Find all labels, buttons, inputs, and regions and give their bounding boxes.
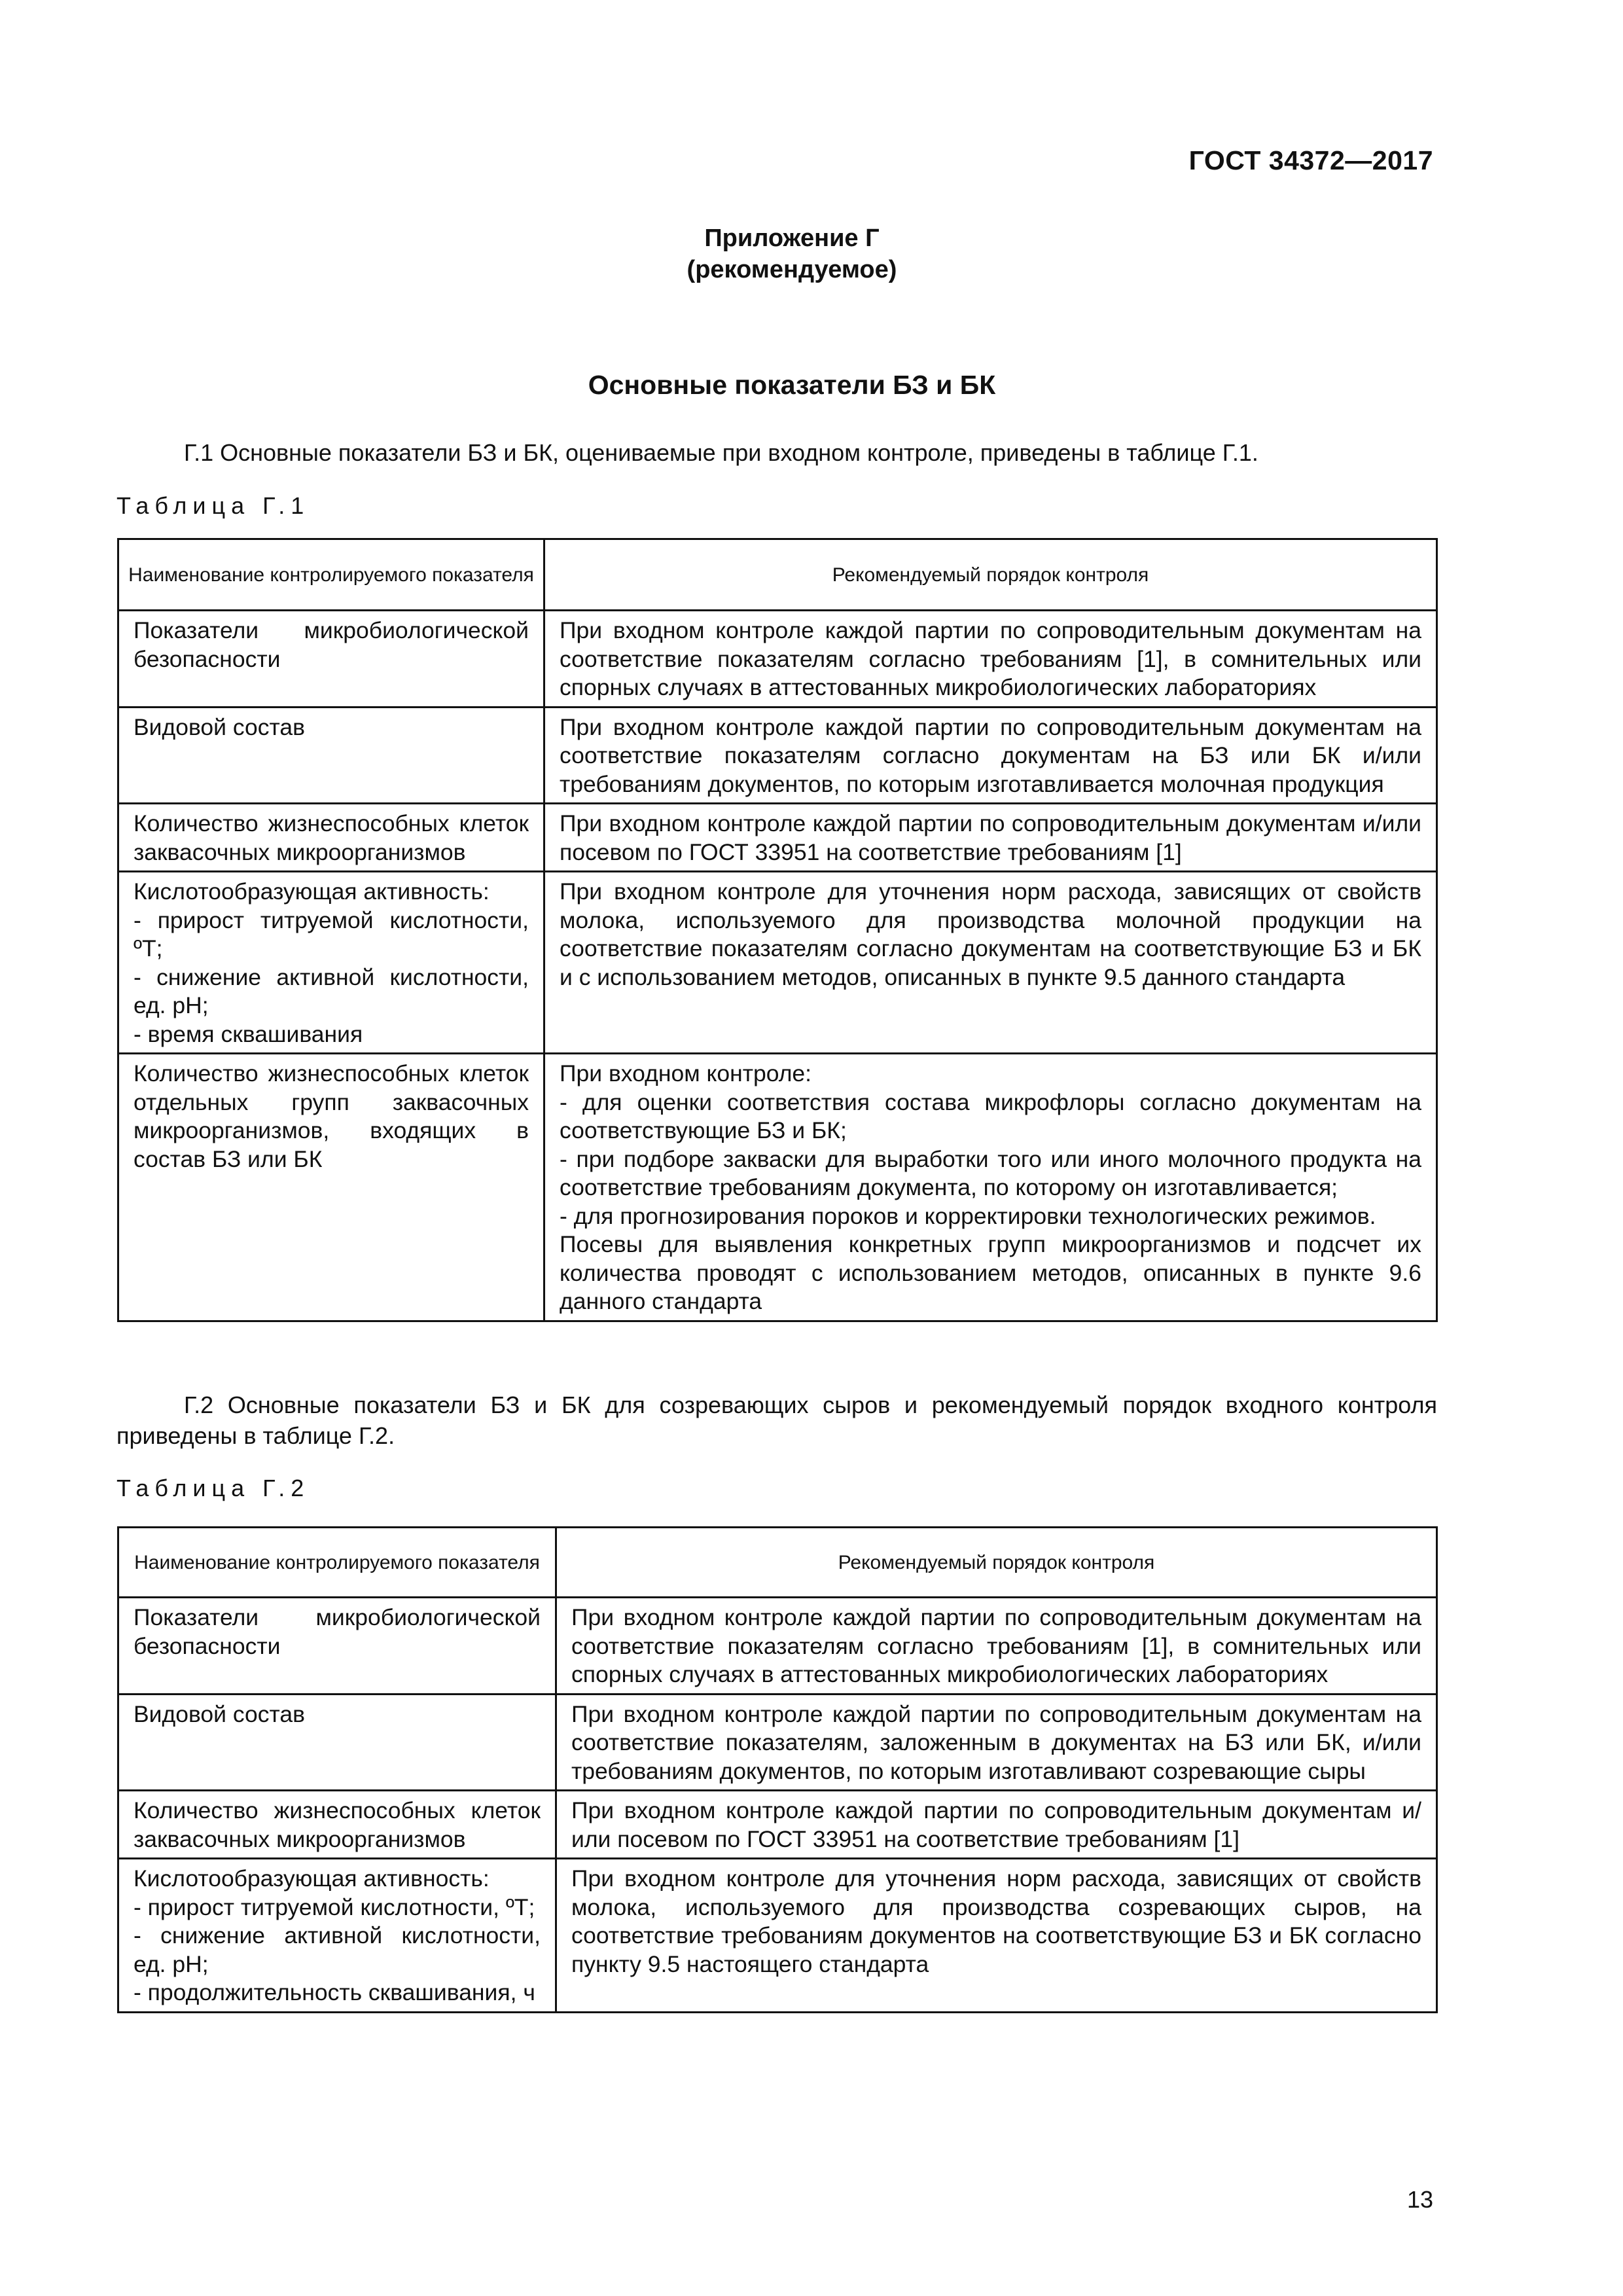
procedure-line: При входном контроле каждой партии по сопроводительным документам и/или посевом по ГОСТ 33951 на соответствие требованиям [1] [571,1797,1421,1852]
indicator-line: - снижение активной кислотности, ед. рН; [134,1922,541,1977]
table-row [118,1791,1437,1859]
table-1-header-row [118,539,1437,611]
procedure-line: При входном контроле каждой партии по сопроводительным документам на соответствие показателям, заложенным в документах на БЗ или БК, и/или требованиям документов, по которым изготавливают созревающие сыры [571,1700,1421,1784]
cell-indicator [118,611,544,708]
cell-procedure [544,804,1437,872]
annex-title: Приложение Г [704,224,880,252]
indicator-line: - продолжительность сквашивания, ч [134,1979,535,2005]
section-title: Основные показатели БЗ и БК [588,370,996,400]
table-row [118,1694,1437,1791]
table-2-header-procedure: Рекомендуемый порядок контроля [556,1528,1437,1598]
table-1-body [118,611,1437,1321]
indicator-line: Показатели микробиологической безопасности [134,1604,541,1659]
cell-procedure [544,707,1437,804]
annex-heading [0,223,1584,285]
indicator-line: - прирост титруемой кислотности, ºТ; [134,1893,535,1920]
procedure-line: - при подборе закваски для выработки того или иного молочного продукта на соответствие требованиям документа, по которому он изготавливается; [560,1145,1421,1200]
procedure-line: - для прогнозирования пороков и корректировки технологических режимов. [560,1202,1376,1229]
table-2-header-indicator: Наименование контролируемого показателя [118,1528,556,1598]
table-row [118,611,1437,708]
cell-indicator [118,1054,544,1321]
cell-indicator [118,872,544,1054]
page-number: 13 [1406,2186,1433,2213]
cell-indicator [118,1598,556,1695]
cell-procedure [544,611,1437,708]
procedure-line: При входном контроле каждой партии по сопроводительным документам на соответствие показателям согласно требованиям [1], в сомнительных или спорных случаях в аттестованных микробиологических лабораториях [571,1604,1421,1687]
standard-code: ГОСТ 34372—2017 [1188,145,1433,175]
table-row [118,804,1437,872]
table-1-header-indicator: Наименование контролируемого показателя [118,539,544,611]
table-2-header-row [118,1528,1437,1598]
indicator-line: Количество жизнеспособных клеток заквасочных микроорганизмов [134,810,529,865]
cell-indicator [118,1859,556,2013]
cell-procedure [556,1859,1437,2013]
procedure-line: При входном контроле: [560,1060,812,1086]
cell-indicator [118,707,544,804]
procedure-line: При входном контроле каждой партии по сопроводительным документам на соответствие показателям согласно требованиям [1], в сомнительных или спорных случаях в аттестованных микробиологических лабораториях [560,617,1421,700]
indicator-line: - снижение активной кислотности, ед. рН; [134,963,529,1018]
indicator-line: Количество жизнеспособных клеток отдельных групп заквасочных микроорганизмов, входящих в состав БЗ или БК [134,1060,529,1172]
procedure-line: При входном контроле для уточнения норм расхода, зависящих от свойств молока, используемого для производства созревающих сыров, на соответствие требованиям документов на соответствующие БЗ и БК согласно пункту 9.5 настоящего стандарта [571,1865,1421,1977]
table-2 [117,1526,1438,2013]
intro-paragraph-1: Г.1 Основные показатели БЗ и БК, оцениваемые при входном контроле, приведены в таблице Г.1. [184,439,1258,466]
table-row [118,707,1437,804]
indicator-line: Видовой состав [134,713,305,740]
procedure-line: При входном контроле каждой партии по сопроводительным документам и/или посевом по ГОСТ 33951 на соответствие требованиям [1] [560,810,1421,865]
cell-procedure [556,1694,1437,1791]
cell-procedure [544,1054,1437,1321]
indicator-line: - время сквашивания [134,1020,363,1047]
table-row [118,1598,1437,1695]
table-2-caption: Таблица Г.2 [116,1475,310,1501]
cell-indicator [118,1694,556,1791]
table-row [118,1054,1437,1321]
cell-indicator [118,1791,556,1859]
cell-indicator [118,804,544,872]
table-row [118,872,1437,1054]
annex-status: (рекомендуемое) [687,256,897,283]
indicator-line: Показатели микробиологической безопасности [134,617,529,672]
indicator-line: Кислотообразующая активность: [134,878,490,905]
table-1-caption: Таблица Г.1 [116,492,310,519]
procedure-line: При входном контроле для уточнения норм расхода, зависящих от свойств молока, используемого для производства молочной продукции на соответствие показателям согласно документам на соответствующие БЗ и БК и с использованием методов, описанных в пункте 9.5 данного стандарта [560,878,1421,990]
cell-procedure [556,1791,1437,1859]
table-1-header-procedure: Рекомендуемый порядок контроля [544,539,1437,611]
table-1 [117,538,1438,1322]
procedure-line: При входном контроле каждой партии по сопроводительным документам на соответствие показателям согласно документам на БЗ или БК и/или требованиям документов, по которым изготавливается молочная продукция [560,713,1421,797]
intro-paragraph-2: Г.2 Основные показатели БЗ и БК для созревающих сыров и рекомендуемый порядок входного контроля приведены в таблице Г.2. [116,1391,1437,1449]
indicator-line: - прирост титруемой кислотности, ºТ; [134,906,529,961]
indicator-line: Кислотообразующая активность: [134,1865,490,1892]
cell-procedure [556,1598,1437,1695]
procedure-line: Посевы для выявления конкретных групп микроорганизмов и подсчет их количества проводят с использованием методов, описанных в пункте 9.6 данного стандарта [560,1231,1421,1314]
indicator-line: Количество жизнеспособных клеток заквасочных микроорганизмов [134,1797,541,1852]
table-row [118,1859,1437,2013]
indicator-line: Видовой состав [134,1700,305,1727]
table-2-body [118,1598,1437,2013]
cell-procedure [544,872,1437,1054]
procedure-line: - для оценки соответствия состава микрофлоры согласно документам на соответствующие БЗ и БК; [560,1088,1421,1143]
